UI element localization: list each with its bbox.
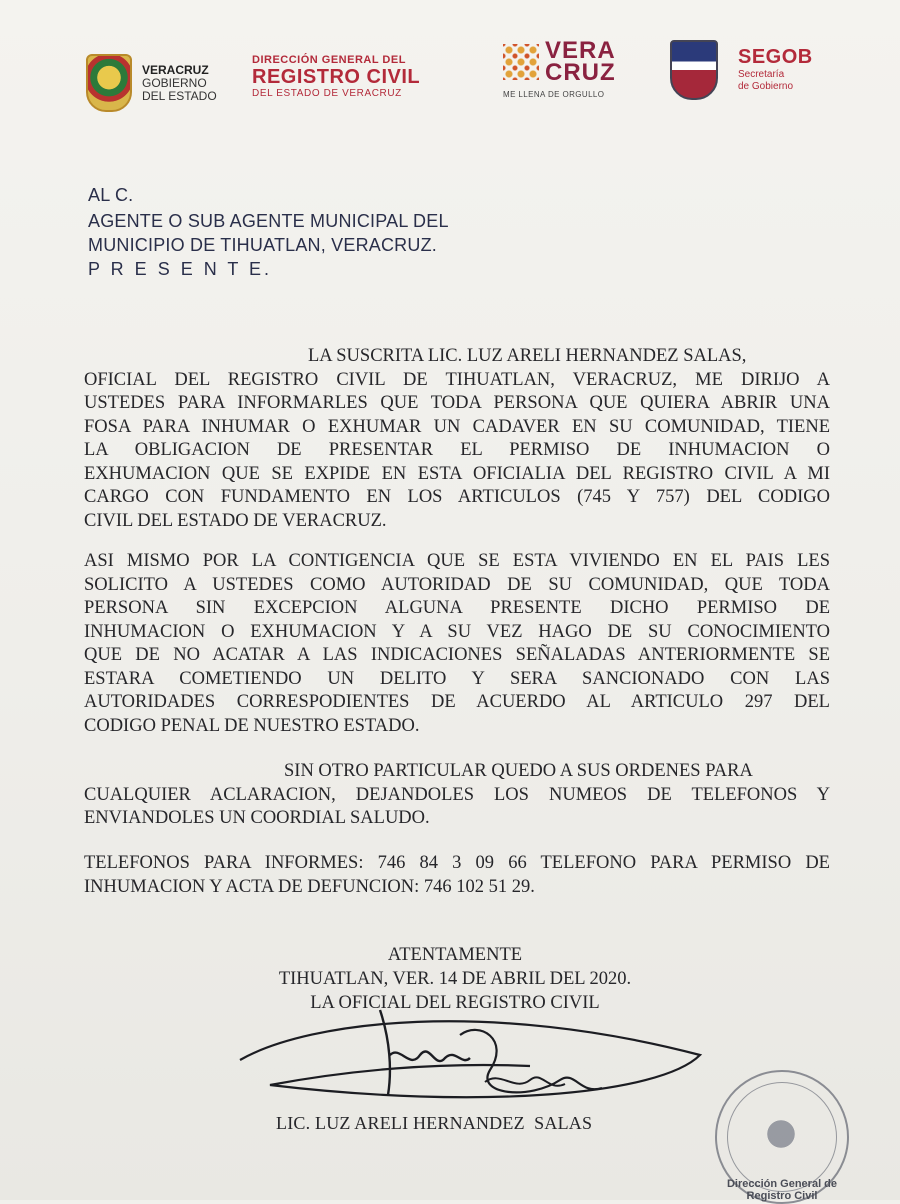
closing-greeting: ATENTAMENTE: [387, 945, 523, 965]
phones-line: TELEFONOS PARA INFORMES: 746 84 3 09 66 TELEFONO PARA PERMISO DE: [84, 853, 830, 873]
paragraph-3-line: CUALQUIER ACLARACION, DEJANDOLES LOS NUMEOS DE TELEFONOS Y: [84, 784, 830, 805]
paragraph-2-line: SOLICITO A USTEDES COMO AUTORIDAD DE SU COMUNIDAD, QUE TODA: [84, 574, 830, 595]
address-line-3: MUNICIPIO DE TIHUATLAN, VERACRUZ.: [88, 235, 437, 255]
gobierno-line3: DEL ESTADO: [142, 88, 217, 103]
vera-tagline: ME LLENA DE ORGULLO: [503, 90, 605, 99]
paragraph-2-line: QUE DE NO ACATAR A LAS INDICACIONES SEÑALADAS ANTERIORMENTE SE: [84, 645, 830, 665]
paragraph-1-line: CARGO CON FUNDAMENTO EN LOS ARTICULOS (745 Y 757) DEL CODIGO: [84, 487, 830, 507]
address-line-2: AGENTE O SUB AGENTE MUNICIPAL DEL: [88, 211, 449, 231]
paragraph-2-line: ASI MISMO POR LA CONTIGENCIA QUE SE ESTA VIVIENDO EN EL PAIS LES: [84, 551, 830, 571]
paragraph-1: [84, 345, 830, 533]
vera-pattern-icon: [503, 44, 539, 80]
address-line-4: P R E S E N T E.: [88, 259, 273, 279]
registro-line2: REGISTRO CIVIL: [252, 66, 421, 88]
gobierno-line1: VERACRUZ: [142, 62, 209, 77]
paragraph-3: [84, 760, 830, 831]
paragraph-1-line: EXHUMACION QUE SE EXPIDE EN ESTA OFICIALIA DEL REGISTRO CIVIL A MI: [84, 463, 830, 484]
phones-block: [84, 852, 830, 899]
gobierno-line2: GOBIERNO: [142, 75, 207, 90]
segob-sub1: Secretaría: [738, 69, 785, 80]
veracruz-crest-icon: [86, 54, 132, 112]
veracruz-brand-logo: [503, 37, 616, 99]
paragraph-1-line: CIVIL DEL ESTADO DE VERACRUZ.: [84, 510, 387, 531]
paragraph-1-line: LA SUSCRITA LIC. LUZ ARELI HERNANDEZ SALAS,: [308, 346, 747, 366]
signatory-name: LIC. LUZ ARELI HERNANDEZ SALAS: [276, 1113, 593, 1133]
paragraph-1-line: USTEDES PARA INFORMARLES QUE TODA PERSONA QUE QUIERA ABRIR UNA: [84, 393, 830, 413]
paragraph-2-line: ESTARA COMETIENDO UN DELITO Y SERA SANCIONADO CON LAS: [84, 668, 830, 689]
eagle-emblem-icon: [757, 1110, 805, 1150]
closing-role: LA OFICIAL DEL REGISTRO CIVIL: [310, 993, 600, 1013]
seal-caption-line1: Dirección General de: [726, 1178, 838, 1190]
registro-line3: DEL ESTADO DE VERACRUZ: [252, 88, 402, 99]
address-line-1: AL C.: [88, 185, 134, 205]
registro-line1: DIRECCIÓN GENERAL DEL: [252, 54, 406, 66]
segob-title: SEGOB: [738, 46, 813, 68]
handwritten-signature: [230, 1000, 720, 1130]
veracruz-gobierno-logo: [86, 54, 217, 112]
paragraph-1-line: FOSA PARA INHUMAR O EXHUMAR UN CADAVER EN SU COMUNIDAD, TIENE: [84, 416, 830, 437]
paragraph-1-line: LA OBLIGACION DE PRESENTAR EL PERMISO DE INHUMACION O: [84, 440, 830, 460]
paragraph-1-line: OFICIAL DEL REGISTRO CIVIL DE TIHUATLAN, VERACRUZ, ME DIRIJO A: [84, 369, 830, 390]
paragraph-3-line: SIN OTRO PARTICULAR QUEDO A SUS ORDENES PARA: [284, 761, 753, 781]
registro-civil-logo: [252, 54, 420, 99]
vera-word1: VERA: [545, 37, 616, 64]
closing-place-date: TIHUATLAN, VER. 14 DE ABRIL DEL 2020.: [278, 969, 632, 989]
seal-caption: [712, 1178, 852, 1202]
paragraph-3-line: ENVIANDOLES UN COORDIAL SALUDO.: [84, 808, 430, 828]
paragraph-2-line: PERSONA SIN EXCEPCION ALGUNA PRESENTE DICHO PERMISO DE: [84, 598, 830, 618]
vera-word2: CRUZ: [545, 59, 616, 86]
paragraph-2-line: CODIGO PENAL DE NUESTRO ESTADO.: [84, 715, 420, 736]
paragraph-2-line: AUTORIDADES CORRESPODIENTES DE ACUERDO AL ARTICULO 297 DEL: [84, 692, 830, 712]
paragraph-2-line: INHUMACION O EXHUMACION Y A SU VEZ HAGO DE SU CONOCIMIENTO: [84, 621, 830, 642]
seal-caption-line2: Registro Civil: [746, 1190, 818, 1202]
phones-line: INHUMACION Y ACTA DE DEFUNCION: 746 102 51 29.: [84, 876, 535, 897]
segob-sub2: de Gobierno: [738, 81, 794, 92]
segob-logo: [670, 40, 813, 100]
paragraph-2: [84, 550, 830, 738]
segob-shield-icon: [670, 40, 718, 100]
